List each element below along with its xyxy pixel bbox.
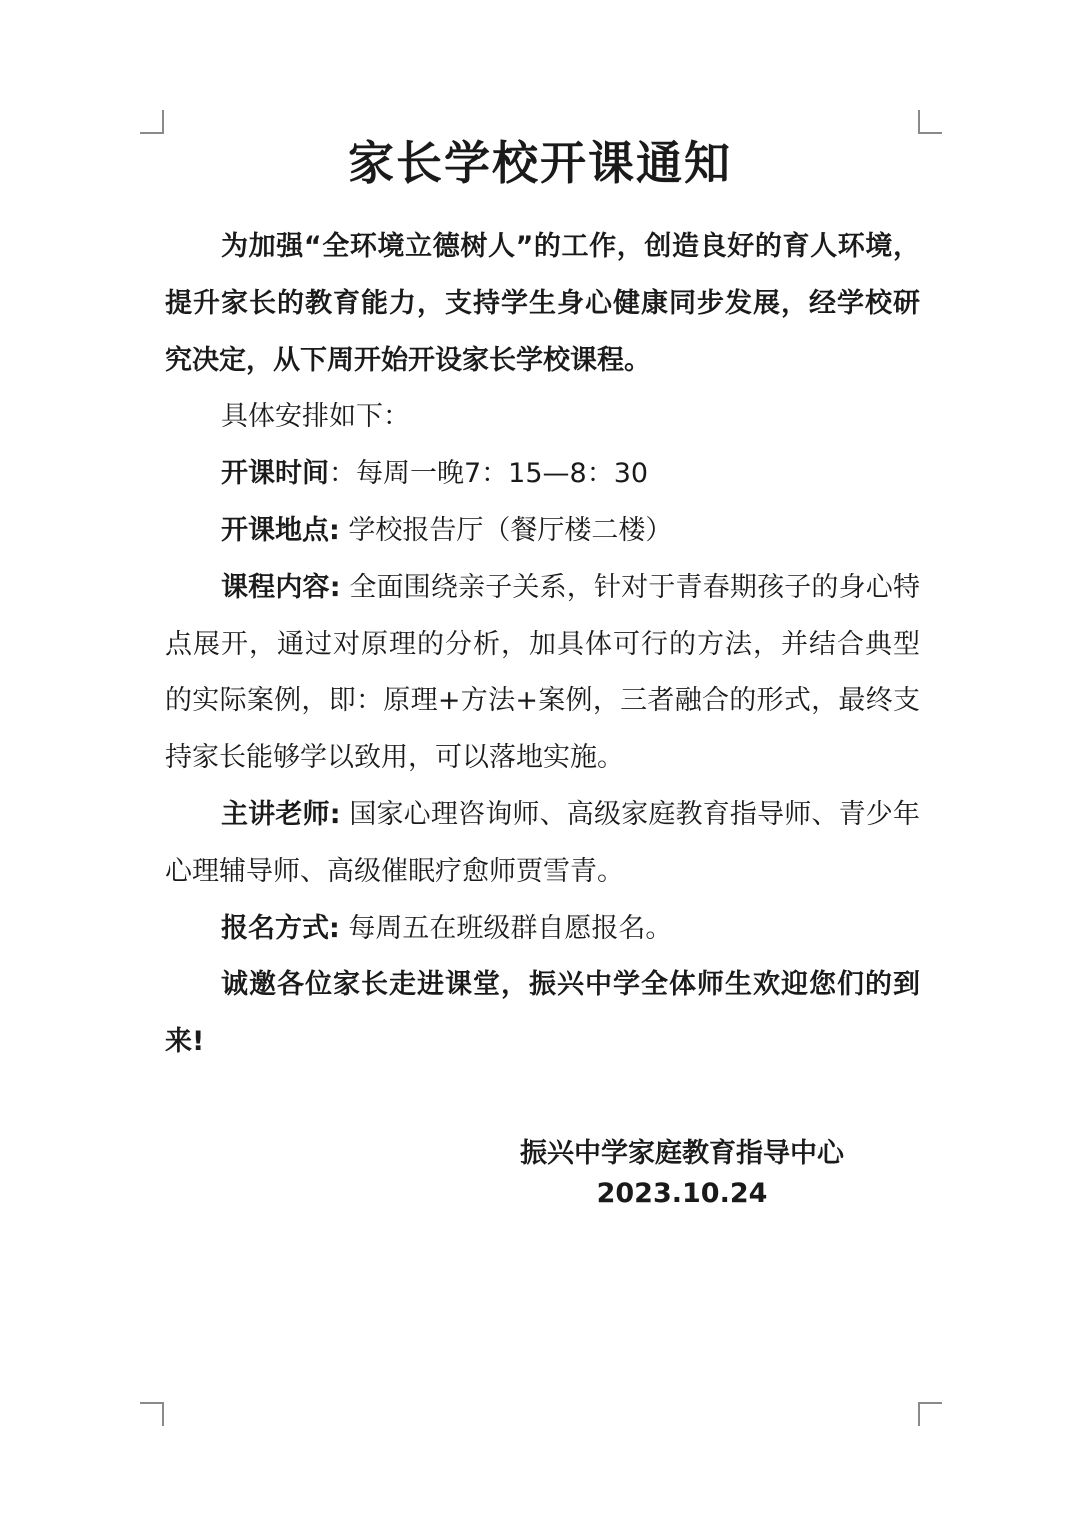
margin-corner-bottom-left: [140, 1402, 164, 1426]
item-value: 全面围绕亲子关系，针对于青春期孩子的身心特点展开，通过对原理的分析，加具体可行的方法，并结合典型的实际案例，即：原理+方法+案例，三者融合的形式，最终支持家长能够学以致用，可以落地实施。: [165, 571, 920, 774]
item-value: 学校报告厅（餐厅楼二楼）: [339, 514, 673, 546]
closing-paragraph: 诚邀各位家长走进课堂，振兴中学全体师生欢迎您们的到来!: [165, 969, 920, 1058]
item-content: [165, 560, 920, 787]
item-label: 课程内容:: [221, 571, 341, 603]
item-label: 开课时间: [221, 458, 329, 490]
arrangement-heading: 具体安排如下：: [221, 401, 410, 433]
signature-block: [497, 1134, 867, 1214]
item-value: 国家心理咨询师、高级家庭教育指导师、青少年心理辅导师、高级催眠疗愈师贾雪青。: [165, 798, 920, 887]
intro-paragraph: 为加强“全环境立德树人”的工作，创造良好的育人环境，提升家长的教育能力，支持学生身心健康同步发展，经学校研究决定，从下周开始开设家长学校课程。: [165, 231, 920, 376]
item-location: [165, 503, 920, 560]
item-value: ：每周一晚7：15—8：30: [329, 458, 649, 490]
item-label: 主讲老师:: [221, 798, 341, 830]
margin-corner-bottom-right: [918, 1402, 942, 1426]
item-value: 每周五在班级群自愿报名。: [339, 912, 673, 944]
item-registration: [165, 901, 920, 958]
item-label: 报名方式:: [221, 912, 340, 944]
signature-date: 2023.10.24: [596, 1178, 768, 1209]
document-title: 家长学校开课通知: [348, 136, 732, 190]
margin-corner-top-right: [918, 110, 942, 134]
item-label: 开课地点:: [221, 514, 340, 546]
document-body: [165, 219, 920, 1071]
margin-corner-top-left: [140, 110, 164, 134]
signature-organization: 振兴中学家庭教育指导中心: [520, 1138, 844, 1169]
item-lecturer: [165, 787, 920, 901]
item-schedule: [165, 446, 920, 503]
